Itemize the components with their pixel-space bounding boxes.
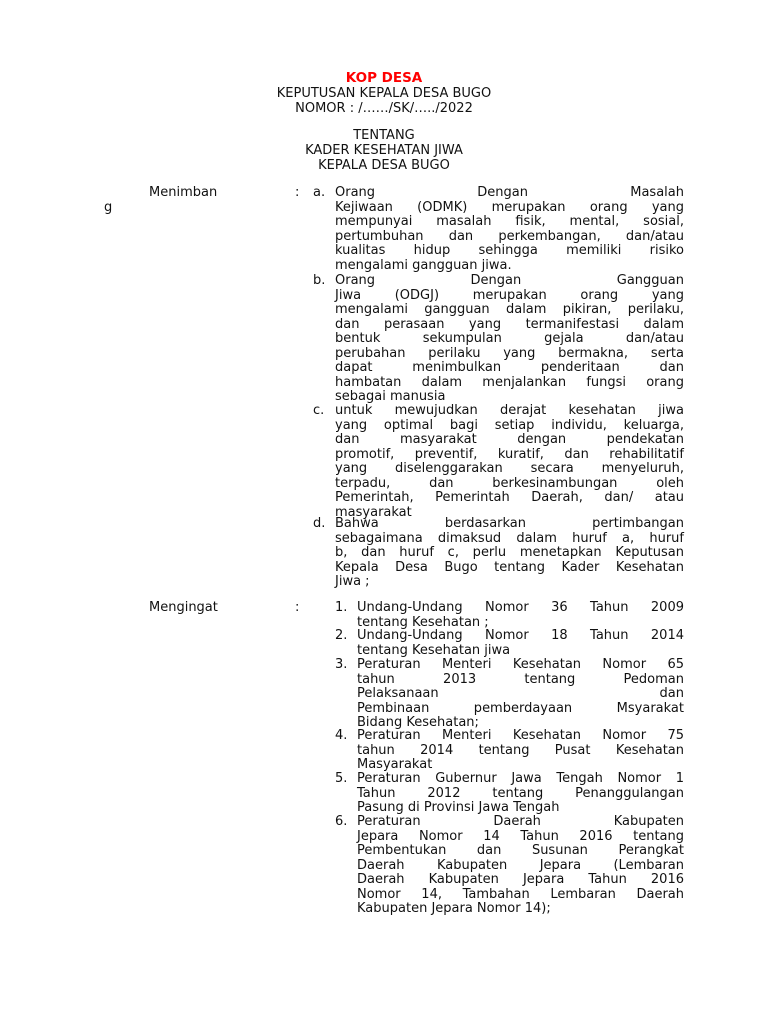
mengingat-item-line: Nomor 14, Tambahan Lembaran Daerah: [357, 886, 684, 902]
mengingat-item: [357, 729, 684, 773]
tentang-label: TENTANG: [353, 128, 415, 143]
mengingat-item-marker: 3.: [335, 657, 348, 672]
menimbang-colon: :: [295, 185, 300, 200]
menimbang-item-line: untuk mewujudkan derajat kesehatan jiwa: [335, 403, 684, 418]
document-subject: KADER KESEHATAN JIWA: [305, 143, 463, 158]
menimbang-item: [335, 517, 684, 590]
menimbang-item-line: mengalami gangguan jiwa.: [335, 257, 512, 273]
menimbang-item-line: dan masyarakat dengan pendekatan: [335, 432, 684, 447]
menimbang-item: [335, 186, 684, 273]
menimbang-item-line: Jiwa ;: [335, 574, 370, 589]
mengingat-item-line: Bidang Kesehatan;: [357, 715, 479, 730]
mengingat-item-line: tentang Kesehatan jiwa: [357, 642, 511, 658]
mengingat-item-line: Peraturan Menteri Kesehatan Nomor 65: [357, 657, 684, 672]
menimbang-item-line: bentuk sekumpulan gejala dan/atau: [335, 331, 684, 346]
mengingat-item-marker: 5.: [335, 771, 348, 786]
document-title: KEPUTUSAN KEPALA DESA BUGO: [276, 86, 492, 101]
mengingat-item-line: Daerah Kabupaten Jepara (Lembaran: [357, 857, 684, 873]
menimbang-item-marker: d.: [313, 516, 326, 531]
menimbang-item-line: Kejiwaan (ODMK) merupakan orang yang: [335, 199, 684, 215]
menimbang-item-line: promotif, preventif, kuratif, dan rehabilitatif: [335, 446, 684, 462]
menimbang-item-line: dan perasaan yang termanifestasi dalam: [335, 316, 684, 332]
mengingat-item-line: Pelaksanaan dan: [357, 686, 684, 701]
mengingat-item-line: Masyarakat: [357, 757, 433, 772]
mengingat-item-line: Undang-Undang Nomor 36 Tahun 2009: [357, 600, 684, 615]
mengingat-item-marker: 6.: [335, 814, 348, 829]
menimbang-item-marker: a.: [313, 185, 326, 200]
mengingat-item-line: Peraturan Daerah Kabupaten: [357, 814, 684, 829]
mengingat-item-line: tentang Kesehatan ;: [357, 614, 489, 630]
menimbang-item-line: mempunyai masalah fisik, mental, sosial,: [335, 214, 684, 229]
mengingat-item-line: Tahun 2012 tentang Penanggulangan: [357, 785, 684, 801]
menimbang-item: [335, 404, 684, 520]
mengingat-item: [357, 629, 684, 658]
mengingat-colon: :: [295, 600, 300, 615]
mengingat-item-line: Pasung di Provinsi Jawa Tengah: [357, 800, 560, 815]
mengingat-item: [357, 815, 684, 917]
menimbang-item: [335, 274, 684, 405]
mengingat-item-line: Daerah Kabupaten Jepara Tahun 2016: [357, 872, 684, 887]
mengingat-item-line: Peraturan Gubernur Jawa Tengah Nomor 1: [357, 771, 684, 786]
mengingat-item-line: Pembentukan dan Susunan Perangkat: [357, 843, 684, 858]
kop-desa: KOP DESA: [345, 70, 423, 86]
mengingat-item: [357, 601, 684, 630]
menimbang-label: Menimban: [149, 185, 218, 200]
mengingat-item: [357, 772, 684, 816]
document-number: NOMOR : /……/SK/…../2022: [295, 101, 473, 116]
mengingat-item-line: Jepara Nomor 14 Tahun 2016 tentang: [357, 828, 684, 844]
menimbang-item-line: perubahan perilaku yang bermakna, serta: [335, 345, 684, 361]
menimbang-item-marker: b.: [313, 273, 326, 288]
menimbang-item-line: sebagaimana dimaksud dalam huruf a, huruf: [335, 530, 684, 546]
menimbang-item-line: pertumbuhan dan perkembangan, dan/atau: [335, 228, 684, 244]
menimbang-item-line: sebagai manusia: [335, 389, 446, 404]
menimbang-item-line: Kepala Desa Bugo tentang Kader Kesehatan: [335, 559, 684, 575]
mengingat-item-line: Peraturan Menteri Kesehatan Nomor 75: [357, 728, 684, 743]
document-issuer: KEPALA DESA BUGO: [318, 158, 450, 173]
menimbang-label-wrap: g: [104, 200, 113, 215]
mengingat-item-marker: 2.: [335, 628, 348, 643]
menimbang-item-marker: c.: [313, 403, 325, 418]
mengingat-item-line: Undang-Undang Nomor 18 Tahun 2014: [357, 628, 684, 643]
mengingat-item: [357, 658, 684, 731]
menimbang-item-line: dapat menimbulkan penderitaan dan: [335, 360, 684, 375]
menimbang-item-line: yang diselenggarakan secara menyeluruh,: [335, 461, 684, 476]
menimbang-item-line: Orang Dengan Gangguan: [335, 273, 684, 288]
menimbang-item-line: Bahwa berdasarkan pertimbangan: [335, 516, 684, 531]
mengingat-item-line: tahun 2014 tentang Pusat Kesehatan: [357, 742, 684, 758]
menimbang-item-line: Pemerintah, Pemerintah Daerah, dan/ atau: [335, 490, 684, 505]
menimbang-item-line: terpadu, dan berkesinambungan oleh: [335, 475, 684, 491]
menimbang-item-line: b, dan huruf c, perlu menetapkan Keputusan: [335, 545, 684, 560]
mengingat-item-line: tahun 2013 tentang Pedoman: [357, 671, 684, 687]
menimbang-item-line: mengalami gangguan dalam pikiran, perilaku,: [335, 302, 684, 317]
menimbang-item-line: masyarakat: [335, 504, 412, 520]
mengingat-item-line: Pembinaan pemberdayaan Msyarakat: [357, 700, 684, 716]
menimbang-item-line: Orang Dengan Masalah: [335, 185, 684, 200]
mengingat-item-line: Kabupaten Jepara Nomor 14);: [357, 901, 551, 916]
mengingat-label: Mengingat: [149, 600, 218, 615]
mengingat-item-marker: 1.: [335, 600, 348, 615]
menimbang-item-line: kualitas hidup sehingga memiliki risiko: [335, 243, 684, 258]
menimbang-item-line: yang optimal bagi setiap individu, keluarga,: [335, 417, 684, 433]
mengingat-item-marker: 4.: [335, 728, 348, 743]
menimbang-item-line: Jiwa (ODGJ) merupakan orang yang: [335, 287, 684, 303]
menimbang-item-line: hambatan dalam menjalankan fungsi orang: [335, 374, 684, 390]
